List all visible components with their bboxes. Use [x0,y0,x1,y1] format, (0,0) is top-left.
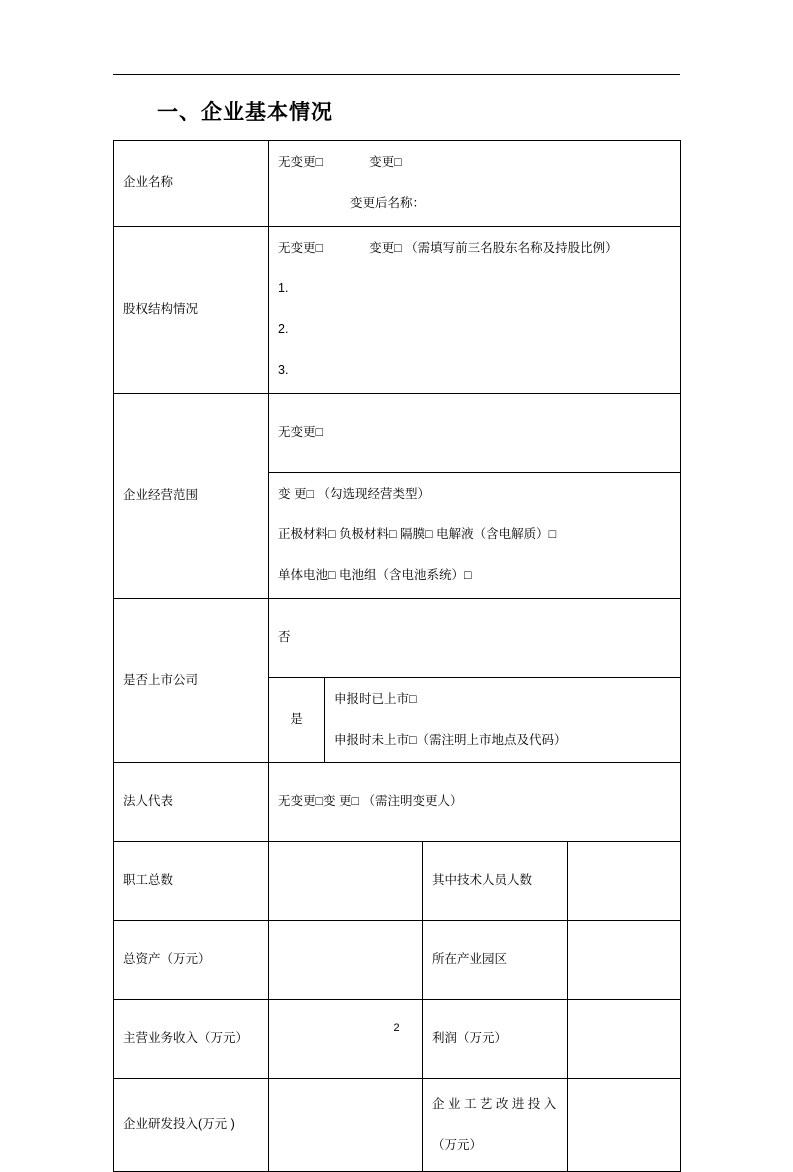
row-label-business-scope: 企业经营范围 [114,393,269,598]
row-value-industrial-park[interactable] [568,921,681,1000]
process-improvement-label-line2: （万元） [432,1137,483,1152]
row-label-main-revenue: 主营业务收入（万元） [114,1000,269,1079]
equity-unchanged-option[interactable]: 无变更□ [278,240,324,255]
row-value-main-revenue[interactable] [269,1000,423,1079]
row-value-rnd-investment[interactable] [269,1079,423,1172]
row-label-rnd-investment: 企业研发投入(万元 ) [114,1079,269,1172]
company-name-new-name-label: 变更后名称： [350,195,426,210]
listed-company-no-cell [269,598,681,677]
table-row [114,1000,681,1079]
business-scope-types-line2[interactable]: 单体电池□ 电池组（含电池系统）□ [278,568,472,582]
listed-not-yet-option[interactable]: 申报时未上市□（需注明上市地点及代码） [334,732,567,747]
row-value-technical-staff[interactable] [568,842,681,921]
business-scope-types-line1[interactable]: 正极材料□ 负极材料□ 隔膜□ 电解液（含电解质）□ [278,527,557,542]
table-row [114,226,681,393]
row-value-legal-representative[interactable]: 无变更□变 更□ （需注明变更人） [269,763,681,842]
equity-item-3: 3. [278,362,289,377]
table-row [114,1079,681,1172]
row-label-legal-representative: 法人代表 [114,763,269,842]
page-title: 一、企业基本情况 [157,101,333,124]
table-row [114,598,681,677]
row-value-process-improvement[interactable] [568,1079,681,1172]
row-label-staff-total: 职工总数 [114,842,269,921]
row-value-company-name [269,141,681,227]
table-row [114,141,681,227]
listed-company-no-option[interactable]: 否 [278,629,291,644]
business-scope-changed-option[interactable]: 变 更□ （勾选现经营类型） [278,486,430,501]
company-name-unchanged-option[interactable]: 无变更□ [278,155,324,169]
row-value-total-assets[interactable] [269,921,423,1000]
equity-item-2: 2. [278,322,289,336]
business-scope-unchanged-cell [269,393,681,472]
listed-already-option[interactable]: 申报时已上市□ [334,691,417,706]
table-row [114,842,681,921]
row-label-process-improvement [423,1079,568,1172]
row-label-equity-structure: 股权结构情况 [114,226,269,393]
row-label-listed-company: 是否上市公司 [114,598,269,763]
row-value-profit[interactable] [568,1000,681,1079]
table-row [114,763,681,842]
header-divider [113,74,680,75]
company-name-changed-option[interactable]: 变更□ [369,155,402,169]
table-row [114,393,681,472]
business-scope-changed-cell [269,472,681,598]
listed-company-yes-label: 是 [269,677,325,763]
row-label-industrial-park: 所在产业园区 [423,921,568,1000]
page-number: 2 [393,1022,400,1034]
row-label-profit: 利润（万元） [423,1000,568,1079]
row-label-technical-staff: 其中技术人员人数 [423,842,568,921]
row-value-staff-total[interactable] [269,842,423,921]
listed-company-yes-cell [325,677,681,763]
row-value-equity-structure [269,226,681,393]
row-label-total-assets: 总资产（万元） [114,921,269,1000]
company-basic-info-table [113,140,681,1172]
process-improvement-label-line1: 企 业 工 艺 改 进 投 入 [432,1097,557,1111]
equity-item-1: 1. [278,281,289,296]
business-scope-unchanged-option[interactable]: 无变更□ [278,424,324,439]
row-label-company-name: 企业名称 [114,141,269,227]
equity-changed-option[interactable]: 变更□ （需填写前三名股东名称及持股比例） [369,240,618,255]
table-row [114,921,681,1000]
